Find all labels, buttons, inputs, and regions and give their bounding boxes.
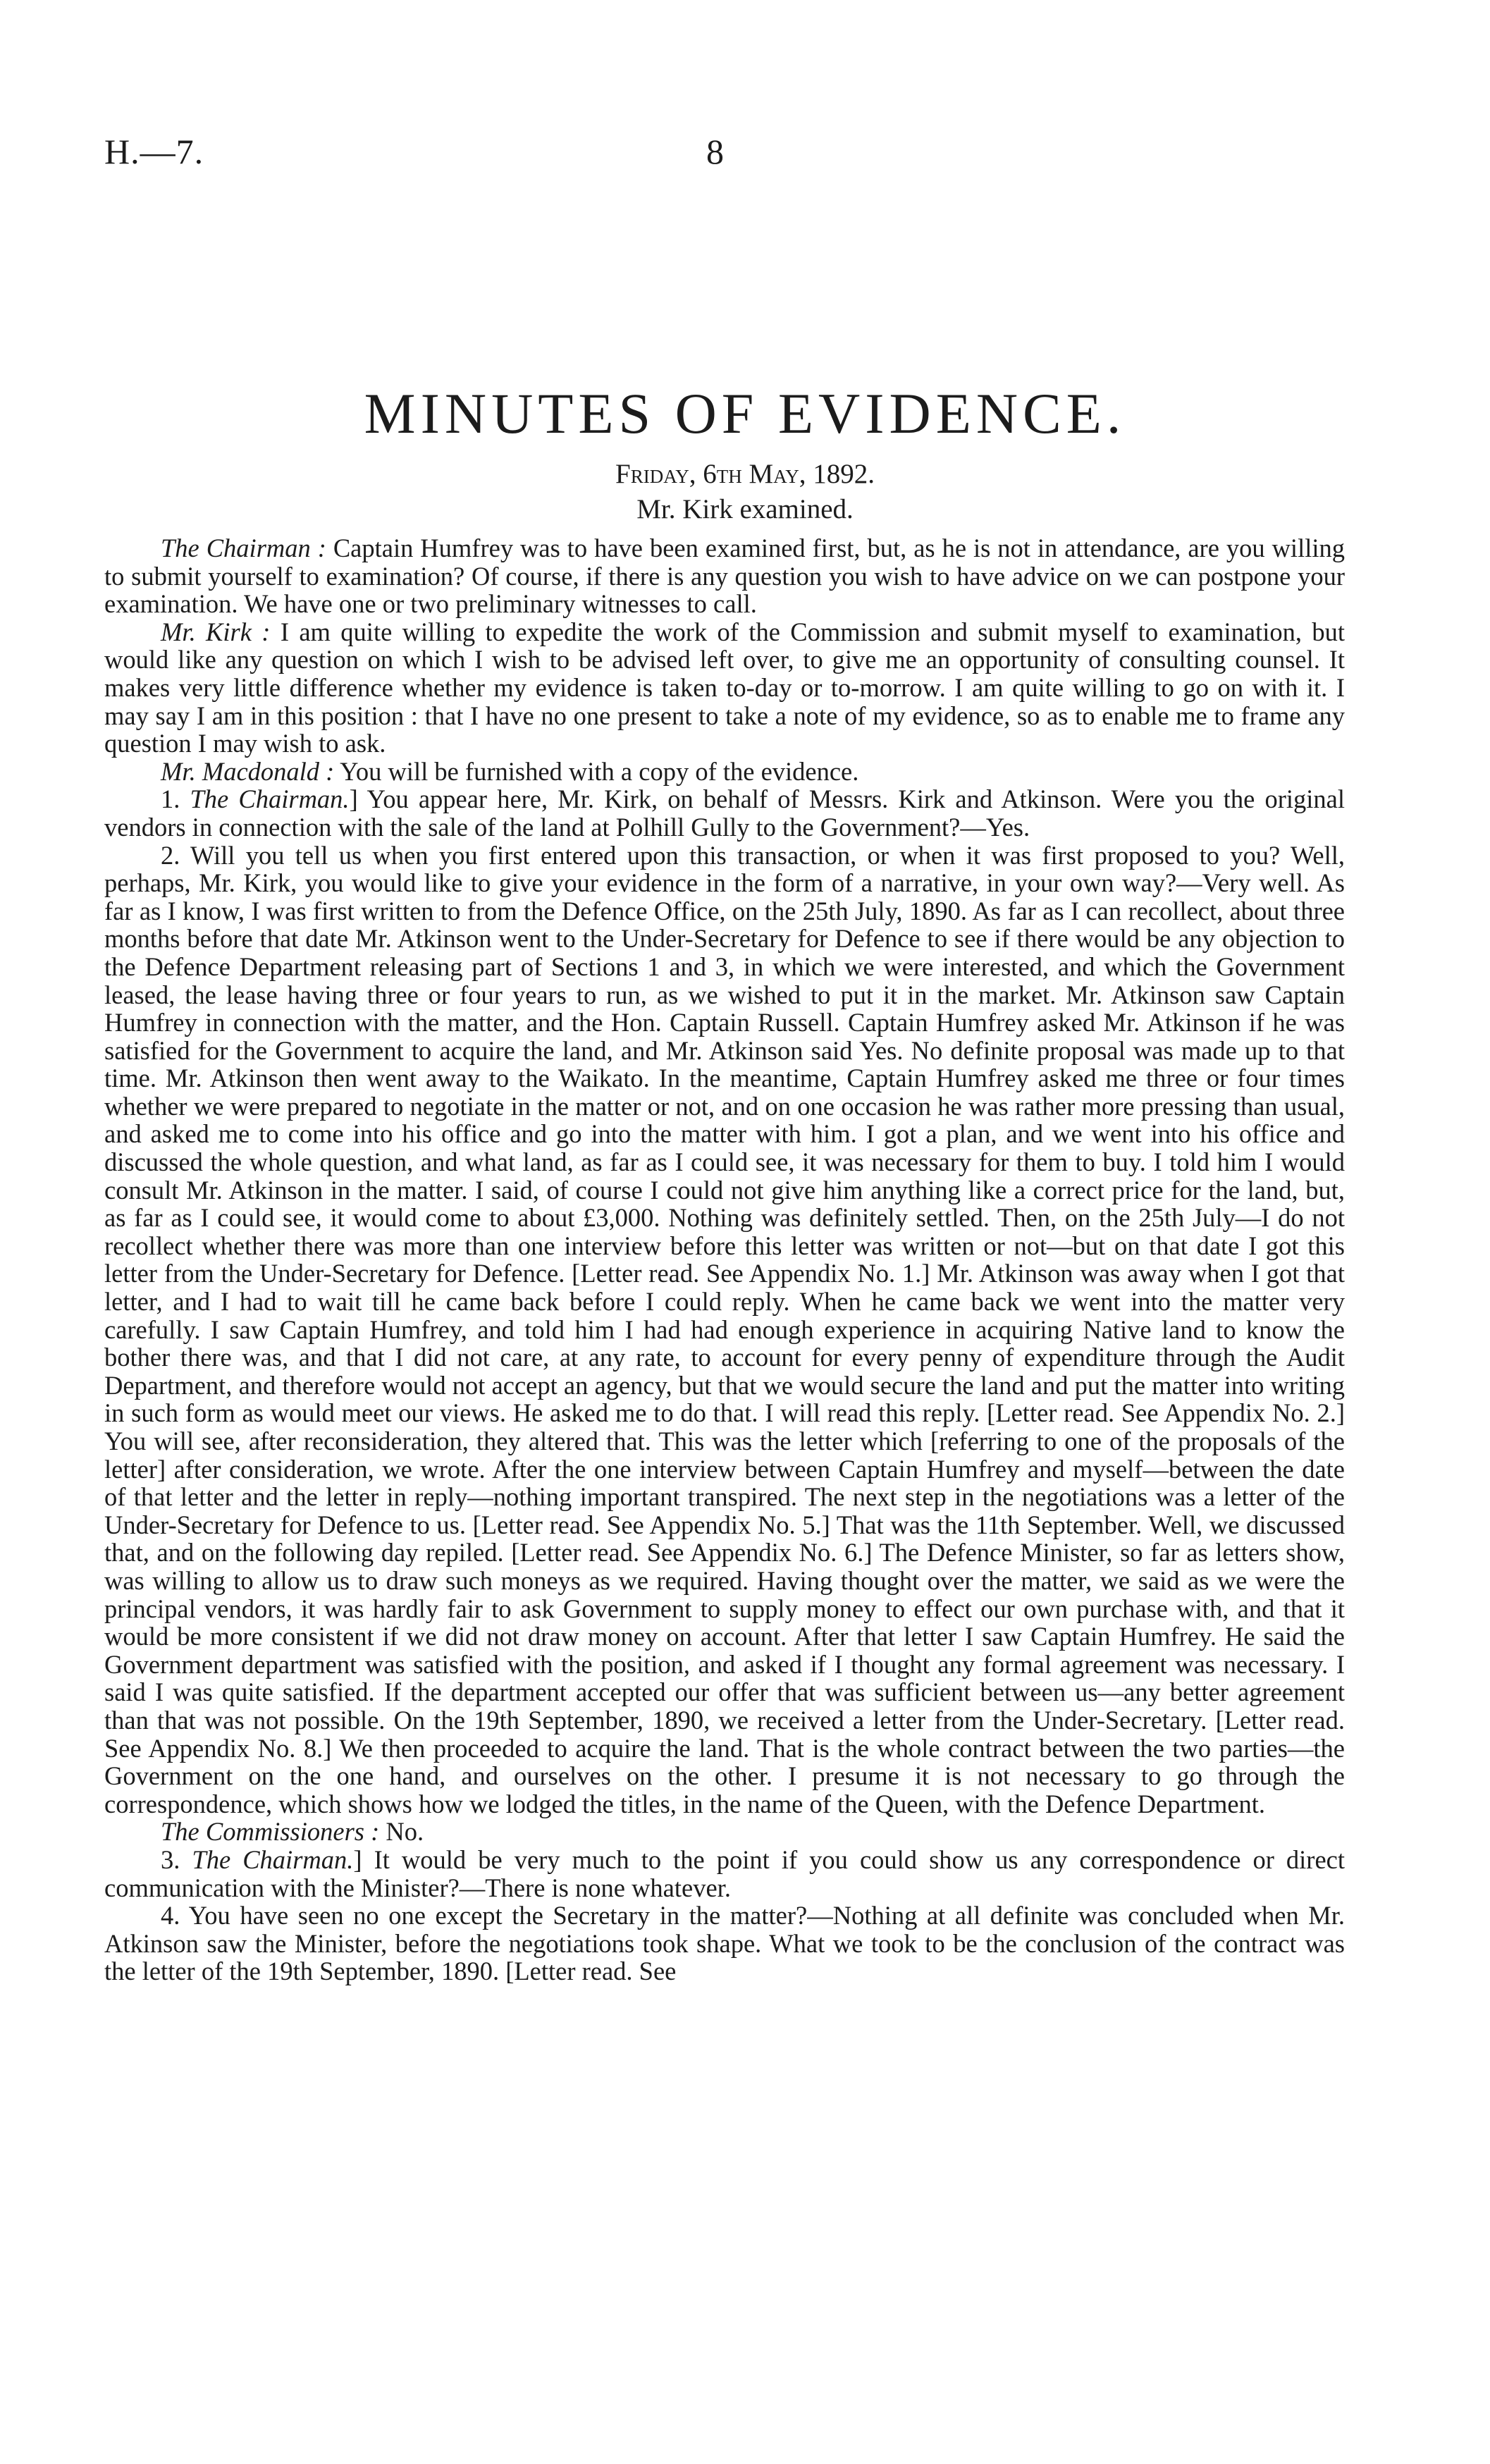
page-number: 8 <box>706 132 724 171</box>
evidence-paragraph <box>104 1902 1345 1985</box>
session-date: Friday, 6th May, 1892. <box>615 459 875 489</box>
evidence-paragraph <box>104 1846 1345 1902</box>
evidence-paragraph <box>104 1818 1345 1846</box>
evidence-paragraph <box>104 785 1345 841</box>
paragraph-text: ] It would be very much to the point if you could show us any correspondence or direct communication with the Minister?—There is none whatever. <box>104 1844 1345 1902</box>
speaker-label: Mr. Macdonald : <box>161 756 335 786</box>
speaker-label: The Chairman : <box>161 534 326 562</box>
witness-examined-line: Mr. Kirk examined. <box>636 494 854 524</box>
speaker-label: The Chairman. <box>190 784 350 814</box>
question-number: 3. <box>161 1844 192 1874</box>
paragraph-text: Captain Humfrey was to have been examined first, but, as he is not in attendance, are you willing to submit yourself to examination? Of course, if there is any question you wish to have advice on we can postpone your examination. We have one or two preliminary witnesses to call. <box>104 534 1345 619</box>
report-reference: H.—7. <box>104 132 204 171</box>
evidence-paragraph <box>104 842 1345 1818</box>
evidence-paragraph <box>104 534 1345 618</box>
paragraph-text: 4. You have seen no one except the Secretary in the matter?—Nothing at all definite was concluded when Mr. Atkinson saw the Minister, before the negotiations took shape. What we took to be the conclusion of the contract was the letter of the 19th September, 1890. [Letter read. See <box>104 1901 1345 1986</box>
paragraph-text: You will be furnished with a copy of the evidence. <box>334 756 859 786</box>
evidence-paragraph <box>104 758 1345 786</box>
paragraph-text: No. <box>379 1817 424 1847</box>
evidence-paragraph <box>104 618 1345 758</box>
speaker-label: The Commissioners : <box>161 1817 380 1847</box>
page-title: MINUTES OF EVIDENCE. <box>364 381 1126 445</box>
evidence-body <box>104 534 1345 1985</box>
paragraph-text: 2. Will you tell us when you first entered upon this transaction, or when it was first proposed to you? Well, perhaps, Mr. Kirk, you would like to give your evidence in the form of a narrative, in your own way?—Very well. As far as I know, I was first written to from the Defence Office, on the 25th July, 1890. As far as I can recollect, about three months before that date Mr. Atkinson went to the Under-Secretary for Defence to see if there would be any objection to the Defence Department releasing part of Sections 1 and 3, in which we were interested, and which the Government leased, the lease having three or four years to run, as we wished to put it in the market. Mr. Atkinson saw Captain Humfrey in connection with the matter, and the Hon. Captain Russell. Captain Humfrey asked Mr. Atkinson if he was satisfied for the Government to acquire the land, and Mr. Atkinson said Yes. No definite proposal was made up to that time. Mr. Atkinson then went away to the Waikato. In the meantime, Captain Humfrey asked me three or four times whether we were prepared to negotiate in the matter or not, and on one occasion he was rather more pressing than usual, and asked me to come into his office and go into the matter with him. I got a plan, and we went into his office and discussed the whole question, and what land, as far as I could see, it was necessary for them to buy. I told him I would consult Mr. Atkinson in the matter. I said, of course I could not give him anything like a correct price for the land, but, as far as I could see, it would come to about £3,000. Nothing was definitely settled. Then, on the 25th July—I do not recollect whether there was more than one interview before this letter was written or not—but on that date I got this letter from the Under-Secretary for Defence. [Letter read. See Appendix No. 1.] Mr. Atkinson was away when I got that letter, and I had to wait till he came back before I could reply. When he came back we went into the matter very carefully. I saw Captain Humfrey, and told him I had had enough experience in acquiring Native land to know the bother there was, and that I did not care, at any rate, to account for every penny of expenditure through the Audit Department, and therefore would not accept an agency, but that we would secure the land and put the matter into writing in such form as would meet our views. He asked me to do that. I will read this reply. [Letter read. See Appendix No. 2.] You will see, after reconsideration, they altered that. This was the letter which [referring to one of the proposals of the letter] after consideration, we wrote. After the one interview between Captain Humfrey and myself—between the date of that letter and the letter in reply—nothing important transpired. The next step in the negotiations was a letter of the Under-Secretary for Defence to us. [Letter read. See Appendix No. 5.] That was the 11th September. Well, we discussed that, and on the following day repiled. [Letter read. See Appendix No. 6.] The Defence Minister, so far as letters show, was willing to allow us to draw such moneys as we required. Having thought over the matter, we said as we were the principal vendors, it was hardly fair to ask Government to supply money to effect our own purchase with, and that it would be more consistent if we did not draw money on account. After that letter I saw Captain Humfrey. He said the Government department was satisfied with the position, and asked if I thought any formal agreement was necessary. I said I was quite satisfied. If the department accepted our offer that was sufficient between us—any better agreement than that was not possible. On the 19th September, 1890, we received a letter from the Under-Secretary. [Letter read. See Appendix No. 8.] We then proceeded to acquire the land. That is the whole contract between the two parties—the Government on the one hand, and ourselves on the other. I presume it is not necessary to go through the correspondence, which shows how we lodged the titles, in the name of the Queen, with the Defence Department. <box>104 840 1345 1818</box>
speaker-label: Mr. Kirk : <box>161 617 271 646</box>
paragraph-text: I am quite willing to expedite the work of the Commission and submit myself to examination, but would like any question on which I wish to be advised left over, to give me an opportunity of consulting counsel. It makes very little difference whether my evidence is taken to-day or to-morrow. I am quite willing to go on with it. I may say I am in this position : that I have no one present to take a note of my evidence, so as to enable me to frame any question I may wish to ask. <box>104 617 1345 758</box>
question-number: 1. <box>161 784 190 814</box>
paragraph-text: ] You appear here, Mr. Kirk, on behalf of Messrs. Kirk and Atkinson. Were you the original vendors in connection with the sale of the land at Polhill Gully to the Government?—Yes. <box>104 784 1345 842</box>
speaker-label: The Chairman. <box>192 1844 354 1874</box>
